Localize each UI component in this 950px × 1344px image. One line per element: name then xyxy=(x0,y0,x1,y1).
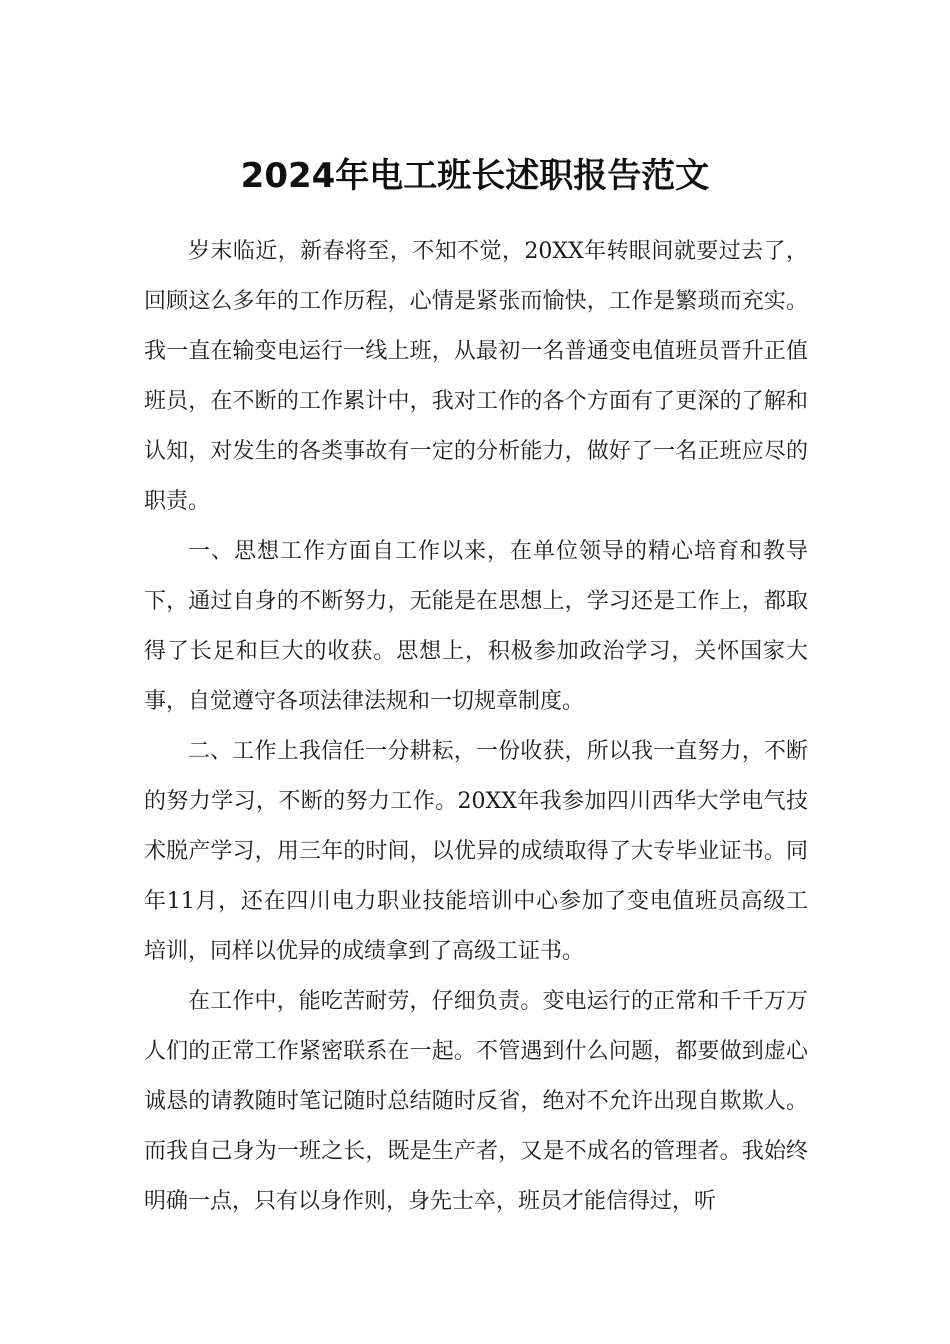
paragraph-work-attitude: 在工作中，能吃苦耐劳，仔细负责。变电运行的正常和千千万万人们的正常工作紧密联系在一起。不管遇到什么问题，都要做到虚心诚恳的请教随时笔记随时总结随时反省，绝对不允许出现自欺欺人。而我自己身为一班之长，既是生产者，又是不成名的管理者。我始终明确一点，只有以身作则，身先士卒，班员才能信得过，听 xyxy=(144,989,808,1214)
paragraph-work-study: 二、工作上我信任一分耕耘，一份收获，所以我一直努力，不断的努力学习，不断的努力工作。20XX年我参加四川西华大学电气技术脱产学习，用三年的时间，以优异的成绩取得了大专毕业证书。同年11月，还在四川电力职业技能培训中心参加了变电值班员高级工培训，同样以优异的成绩拿到了高级工证书。 xyxy=(144,739,808,964)
document-body xyxy=(144,227,808,1227)
paragraph-ideology: 一、思想工作方面自工作以来，在单位领导的精心培育和教导下，通过自身的不断努力，无能是在思想上，学习还是工作上，都取得了长足和巨大的收获。思想上，积极参加政治学习，关怀国家大事，自觉遵守各项法律法规和一切规章制度。 xyxy=(144,539,808,714)
document-title: 2024年电工班长述职报告范文 xyxy=(240,155,710,196)
paragraph-intro: 岁末临近，新春将至，不知不觉，20XX年转眼间就要过去了，回顾这么多年的工作历程，心情是紧张而愉快，工作是繁琐而充实。我一直在输变电运行一线上班，从最初一名普通变电值班员晋升正值班员，在不断的工作累计中，我对工作的各个方面有了更深的了解和认知，对发生的各类事故有一定的分析能力，做好了一名正班应尽的职责。 xyxy=(144,239,808,514)
